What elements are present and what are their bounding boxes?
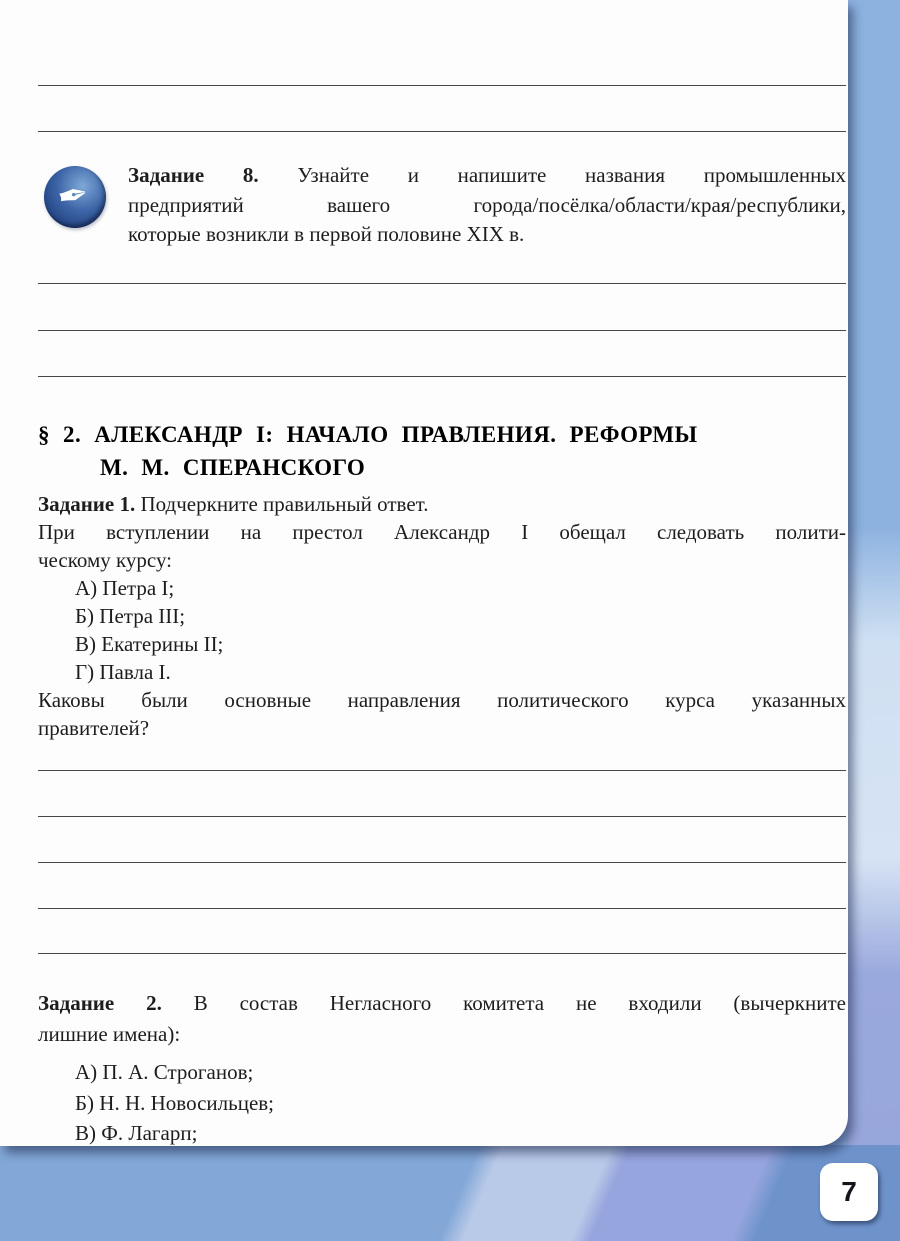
task8-text-line1 <box>128 161 846 191</box>
writing-line <box>38 85 846 86</box>
pen-nib-icon: ✒ <box>53 170 94 220</box>
task1-option-v: В) Екатерины II; <box>75 632 224 656</box>
writing-line <box>38 131 846 132</box>
task2-block <box>38 988 846 1149</box>
task2-text: В состав Негласного комитета не входили (вычеркните <box>193 991 846 1015</box>
writing-line <box>38 330 846 331</box>
task1-followup-line2: правителей? <box>38 716 150 740</box>
task2-text-line1 <box>38 988 846 1019</box>
task1-question-line2: ческому курсу: <box>38 548 173 572</box>
writing-line <box>38 908 846 909</box>
pen-task-icon <box>44 166 106 228</box>
writing-line <box>38 283 846 284</box>
task2-text-line2: лишние имена): <box>38 1021 181 1046</box>
task1-intro-line <box>38 490 846 518</box>
page-number: 7 <box>841 1176 857 1207</box>
task1-option-b: Б) Петра III; <box>75 604 186 628</box>
task1-followup-line1: Каковы были основные направления политического курса указанных <box>38 688 846 712</box>
task8-text-line3: которые возникли в первой половине XIX в. <box>128 222 525 246</box>
task8-label: Задание 8. <box>128 163 259 187</box>
section-heading <box>38 418 846 484</box>
writing-line <box>38 770 846 771</box>
task1-block <box>38 490 846 742</box>
task8-block <box>128 161 846 250</box>
writing-line <box>38 862 846 863</box>
task8-text-line2: предприятий вашего города/посёлка/области/края/республики, <box>128 192 846 217</box>
writing-line <box>38 816 846 817</box>
writing-line <box>38 376 846 377</box>
task1-intro: Подчеркните правильный ответ. <box>140 492 429 516</box>
task1-option-g: Г) Павла I. <box>75 660 171 684</box>
task2-option-b: Б) Н. Н. Новосильцев; <box>75 1090 275 1115</box>
page-frame-bottom <box>0 1145 900 1241</box>
writing-line <box>38 953 846 954</box>
section-heading-line2: М. М. СПЕРАНСКОГО <box>100 455 366 480</box>
task1-label: Задание 1. <box>38 492 136 516</box>
page-frame-right <box>846 0 900 1146</box>
task2-option-a: А) П. А. Строганов; <box>75 1060 254 1084</box>
page-number-badge <box>820 1163 878 1221</box>
task8-text: Узнайте и напишите названия промышленных <box>297 163 846 187</box>
task1-option-a: А) Петра I; <box>75 576 175 600</box>
section-heading-line1: § 2. АЛЕКСАНДР I: НАЧАЛО ПРАВЛЕНИЯ. РЕФОРМЫ <box>38 422 698 447</box>
task1-question-line1: При вступлении на престол Александр I обещал следовать полити- <box>38 520 846 544</box>
task2-label: Задание 2. <box>38 991 162 1015</box>
task2-option-v: В) Ф. Лагарп; <box>75 1121 198 1145</box>
